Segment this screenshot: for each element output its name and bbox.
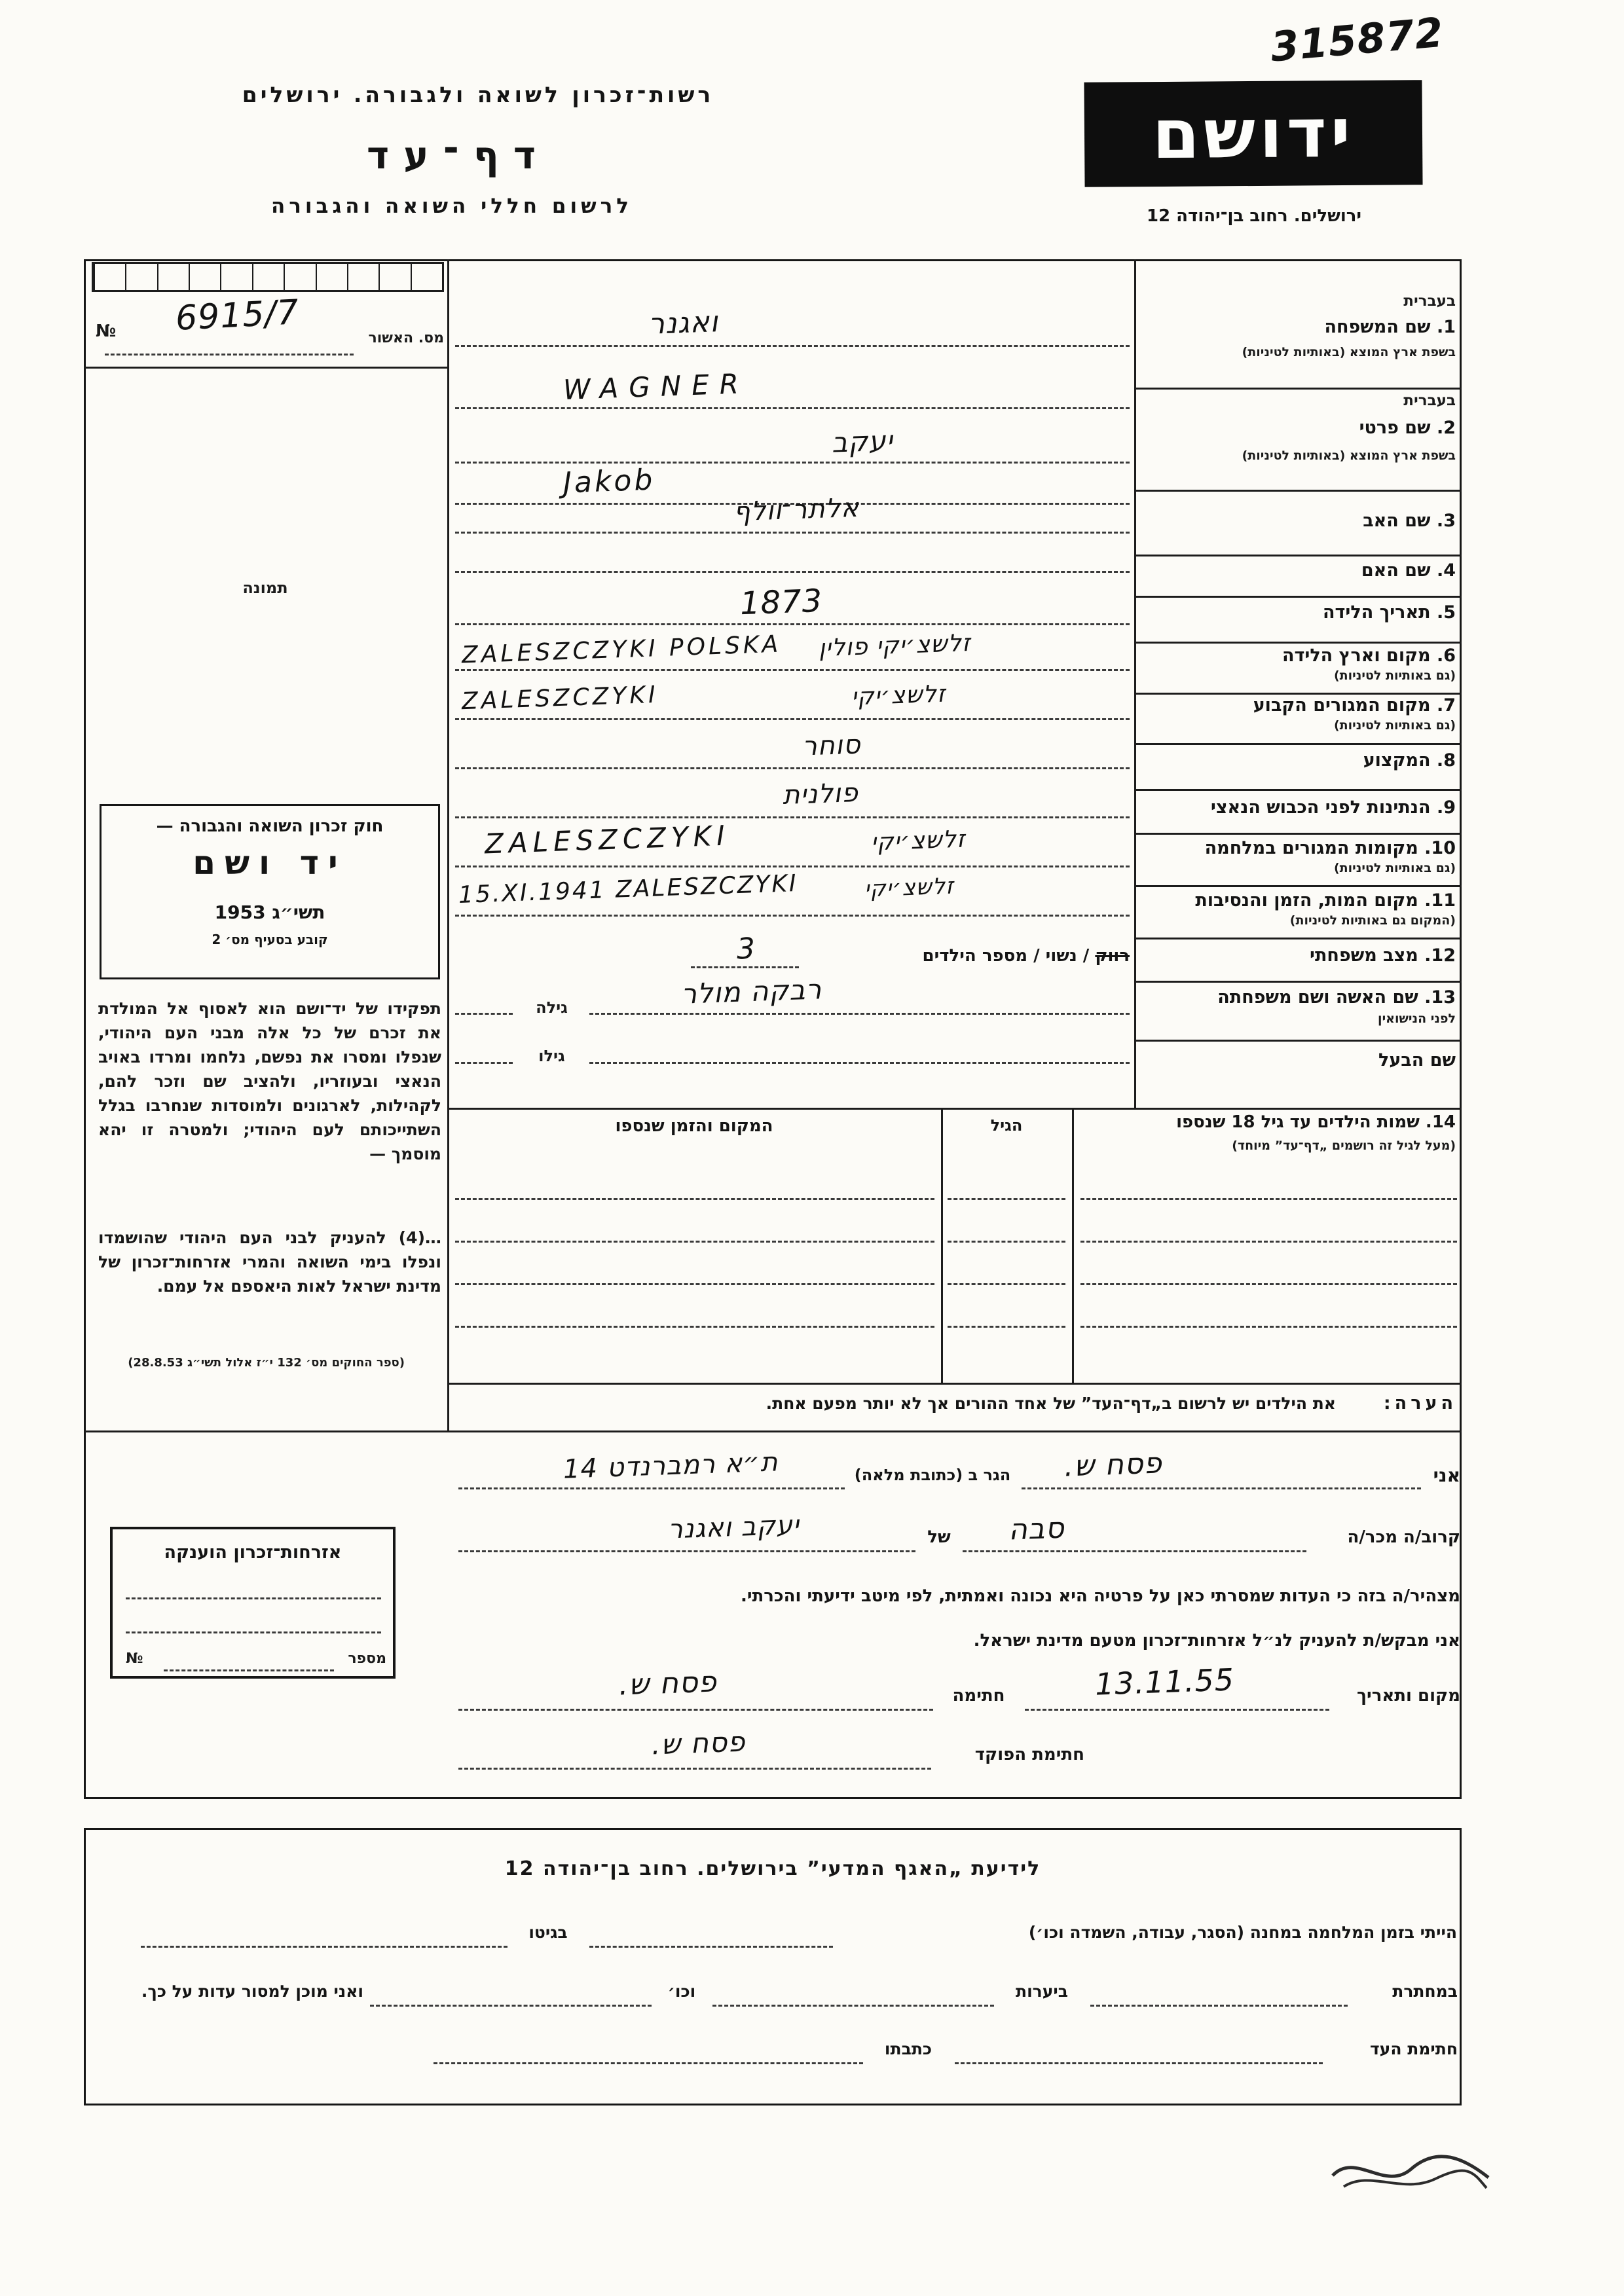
child-age-line — [948, 1198, 1065, 1200]
field-14-sublabel: (מעל לגיל זה רושמים „דף־עד” מיוחד) — [1232, 1139, 1456, 1153]
field-9-label: 9. הנתינות לפני הכבוש הנאצי — [1210, 797, 1456, 818]
entry-line — [589, 1062, 1130, 1064]
divider-line — [1134, 642, 1462, 644]
field-6-sublabel: (גם באותיות לטיניות) — [1333, 668, 1456, 683]
father-name-value: אלתר־וולף — [733, 492, 860, 528]
field-3-label: 3. שם האב — [1363, 511, 1456, 531]
law-mission-paragraph: תפקידו של יד־ושם הוא לאסוף אל המולדת את זכרם של כל אלה מבני העם היהודי, שנפלו ומסרו את נפשם, נלחמו ומרדו באויב הנאצי ובעוזריו, ולהציב שם וזכר להם, לקהילות, לארגונים ולמוסדות שנחרבו בגלל השתייכותם לעם היהודי; ולמטרה זו יהא מוסמך — — [98, 999, 441, 1163]
entry-line — [455, 767, 1130, 769]
field-12-label: 12. מצב משפחתי — [1310, 945, 1456, 966]
reference-number-grid — [92, 262, 444, 292]
field-7-sublabel: (גם באותיות לטיניות) — [1333, 718, 1456, 733]
law-box-clause: קובע בסעיף מס׳ 2 — [212, 932, 328, 947]
field-2-sublabel: בשפת ארץ המוצא (באותיות לטיניות) — [1242, 448, 1456, 463]
form-subtitle: לרשום חללי השואה והגבורה — [270, 194, 633, 218]
field-11-label: 11. מקום המות, הזמן והנסיבות — [1195, 890, 1456, 911]
official-signature-label: חתימת הפוקד — [974, 1745, 1084, 1764]
entry-line — [455, 1062, 513, 1064]
war-residence-latin-value: ZALESZCZYKI — [484, 819, 731, 860]
child-name-line — [1080, 1326, 1457, 1328]
entry-line — [963, 1550, 1306, 1552]
death-place-hebrew-value: זלשצ׳יקי — [864, 873, 955, 903]
residing-at-label: הגר ב (כתובת מלאה) — [854, 1466, 1011, 1484]
entry-line — [434, 2062, 863, 2064]
entry-line — [458, 1709, 933, 1711]
entry-line — [141, 1946, 507, 1948]
field-13-sublabel: לפני הנישואין — [1378, 1011, 1456, 1026]
wife-age-label: גילה — [536, 998, 568, 1017]
declarant-address-value: ת״א רמברנדט 14 — [563, 1447, 779, 1485]
divider-line — [1134, 1040, 1462, 1042]
entry-line — [455, 571, 1130, 573]
memorial-citizenship-number-label: מספר — [348, 1650, 386, 1667]
witness-address-label: כתבתו — [884, 2039, 932, 2058]
entry-line — [455, 532, 1130, 534]
declarant-label: אני — [1433, 1465, 1460, 1486]
child-name-line — [1080, 1198, 1457, 1200]
entry-line — [1022, 1487, 1421, 1489]
child-age-line — [948, 1241, 1065, 1243]
stray-pen-mark — [1329, 2146, 1493, 2198]
certificate-number-value: 6915/7 — [174, 293, 301, 338]
entry-line — [455, 623, 1130, 625]
law-citation: (ספר החוקים מס׳ 132 י״ז אלול תשי״ג 28.8.53) — [128, 1356, 405, 1370]
underground-label: במחתרת — [1392, 1982, 1458, 2001]
entry-line — [455, 669, 1130, 671]
date-value: 13.11.55 — [1094, 1662, 1235, 1702]
child-place-line — [455, 1241, 934, 1243]
serial-number: 315872 — [1268, 8, 1446, 71]
number-sign: № — [126, 1650, 143, 1667]
note-label: הערה: — [1383, 1393, 1457, 1413]
entry-line — [955, 2062, 1323, 2064]
entry-line — [589, 1013, 1130, 1015]
divider-line — [84, 367, 447, 369]
law-box-year: תשי״ג 1953 — [214, 902, 325, 923]
husband-name-label: שם הבעל — [1378, 1050, 1456, 1070]
death-place-latin-value: 15.XI.1941 ZALESZCZYKI — [458, 869, 799, 909]
field-7-label: 7. מקום המגורים הקבוע — [1253, 695, 1456, 716]
field-5-label: 5. תאריך הלידה — [1322, 602, 1456, 623]
entry-line — [712, 2005, 994, 2007]
deceased-name-value: יעקב ואגנר — [667, 1510, 800, 1545]
war-residence-hebrew-value: זלשצ׳יקי — [870, 826, 967, 856]
relation-label: קרוב/ה מכר/ה — [1347, 1527, 1460, 1547]
child-age-line — [948, 1326, 1065, 1328]
child-name-line — [1080, 1283, 1457, 1285]
photo-placeholder-label: תמונה — [242, 579, 288, 597]
divider-line — [84, 1430, 1462, 1432]
entry-line — [126, 1597, 381, 1599]
ghetto-label: בגיטו — [528, 1923, 568, 1942]
entry-line — [455, 915, 1130, 917]
citizenship-request-statement: אני מבקש/ת להעניק לנ״ל אזרחות־זכרון מטעם מדינת ישראל. — [973, 1631, 1460, 1650]
place-date-label: מקום ותאריך — [1357, 1686, 1460, 1705]
wife-name-value: רבקה מולר — [680, 973, 822, 1010]
residence-hebrew-value: זלשצ׳יקי — [851, 680, 947, 711]
divider-line — [1134, 388, 1462, 390]
family-name-latin-value: WAGNER — [563, 367, 750, 406]
residence-latin-value: ZALESZCZYKI — [461, 681, 659, 716]
divider-line — [1134, 490, 1462, 492]
divider-line — [1134, 833, 1462, 835]
child-place-line — [455, 1326, 934, 1328]
of-label: של — [927, 1527, 951, 1547]
field-1-tag: בעברית — [1403, 293, 1456, 310]
field-8-label: 8. המקצוע — [1363, 750, 1456, 771]
entry-line — [1090, 2005, 1348, 2007]
citizenship-value: פולנית — [782, 777, 859, 811]
entry-line — [455, 816, 1130, 818]
law-box-name: יד ושם — [193, 844, 347, 882]
field-2-tag: בעברית — [1403, 392, 1456, 409]
entry-line — [691, 966, 799, 968]
entry-line — [126, 1631, 381, 1633]
marital-status-options — [805, 947, 1130, 966]
first-name-hebrew-value: יעקב — [831, 424, 894, 459]
entry-line — [458, 1550, 915, 1552]
law-mission-paragraph: …(4) להעניק לבני העם היהודי שהושמדו ונפלו בימי השואה והמרי אזרחות־זכרון של מדינת ישראל לאות היאספם אל עמם. — [98, 1228, 441, 1296]
divider-line — [1134, 555, 1462, 556]
law-box-line1: חוק זכרון השואה והגבורה — — [156, 816, 384, 836]
birth-date-value: 1873 — [739, 582, 824, 623]
divider-line — [1134, 885, 1462, 887]
scientific-branch-title: לידיעת „האגף המדעי” בירושלים. רחוב בן־יהודה 12 — [504, 1857, 1041, 1880]
declarant-name-value: פסח ש. — [1063, 1446, 1163, 1484]
entry-line — [164, 1669, 334, 1671]
divider-line — [447, 259, 449, 1430]
divider-line — [1072, 1108, 1074, 1383]
profession-value: סוחר — [802, 729, 862, 762]
entry-line — [370, 2005, 652, 2007]
entry-line — [455, 407, 1130, 409]
child-age-line — [948, 1283, 1065, 1285]
divider-line — [1134, 743, 1462, 745]
certificate-number-label: מס. האשור — [368, 330, 444, 346]
relation-value: סבה — [1008, 1511, 1065, 1547]
entry-line — [105, 354, 354, 355]
child-name-line — [1080, 1241, 1457, 1243]
divider-line — [1134, 981, 1462, 983]
witness-signature-label: חתימת העד — [1369, 2039, 1458, 2058]
witness-signature-value: פסח ש. — [618, 1665, 718, 1702]
field-4-label: 4. שם האם — [1361, 560, 1456, 581]
number-sign: № — [96, 321, 117, 341]
entry-line — [1025, 1709, 1329, 1711]
entry-line — [455, 866, 1130, 867]
divider-line — [1134, 693, 1462, 695]
divider-line — [447, 1108, 1462, 1110]
field-11-sublabel: (המקום גם באותיות לטיניות) — [1289, 913, 1456, 928]
entry-line — [455, 718, 1130, 720]
yad-vashem-logo: ידושם — [1084, 80, 1422, 187]
entry-line — [458, 1487, 845, 1489]
field-1-label: 1. שם המשפחה — [1324, 317, 1456, 337]
etc-label: וכו׳ — [667, 1982, 696, 2001]
field-10-label: 10. מקומות המגורים במלחמה — [1204, 838, 1456, 858]
forests-label: ביערות — [1016, 1982, 1068, 2001]
field-2-label: 2. שם פרטי — [1359, 418, 1456, 438]
divider-line — [1134, 938, 1462, 939]
child-place-line — [455, 1283, 934, 1285]
child-place-line — [455, 1198, 934, 1200]
family-name-hebrew-value: ואגנר — [648, 305, 719, 341]
testify-statement: ואני מוכן למסור עדות על כך. — [141, 1982, 363, 2001]
entry-line — [455, 1013, 513, 1015]
field-14-label: 14. שמות הילדים עד גיל 18 שנספו — [1176, 1112, 1456, 1132]
children-count-value: 3 — [736, 932, 756, 966]
birth-place-hebrew-value: זלשצ׳יקי פולין — [818, 629, 972, 663]
divider-line — [1134, 596, 1462, 598]
first-name-latin-value: Jakob — [563, 463, 656, 500]
signature-label: חתימה — [952, 1686, 1005, 1705]
entry-line — [589, 1946, 833, 1948]
entry-line — [458, 1768, 931, 1770]
field-13-label: 13. שם האשה ושם משפחתה — [1217, 987, 1456, 1008]
entry-line — [455, 462, 1130, 464]
field-1-sublabel: בשפת ארץ המוצא (באותיות לטיניות) — [1242, 345, 1456, 359]
husband-age-label: גילו — [538, 1047, 565, 1065]
form-title: דף־עד — [366, 133, 551, 177]
entry-line — [455, 345, 1130, 347]
marital-options-rest: / נשוי / מספר הילדים — [922, 946, 1096, 966]
memorial-citizenship-title: אזרחות־זכרון הוענקה — [164, 1542, 342, 1563]
authority-line: רשות־זכרון לשואה ולגבורה. ירושלים — [242, 82, 714, 107]
office-address: ירושלים. רחוב בן־יהודה 12 — [1146, 206, 1362, 226]
field-6-label: 6. מקום וארץ הלידה — [1282, 646, 1456, 666]
note-text: את הילדים יש לרשום ב„דף־העד” של אחד ההורים אך לא יותר מפעם אחת. — [766, 1394, 1336, 1413]
marital-option-single: רווק — [1095, 946, 1130, 966]
divider-line — [941, 1108, 943, 1383]
divider-line — [447, 1383, 1462, 1385]
children-age-column-header: הגיל — [990, 1116, 1023, 1135]
field-10-sublabel: (גם באותיות לטיניות) — [1333, 861, 1456, 875]
divider-line — [1134, 789, 1462, 791]
birth-place-latin-value: ZALESZCZYKI POLSKA — [461, 630, 782, 669]
children-place-column-header: המקום והזמן שנספו — [615, 1116, 773, 1136]
camp-question-label: הייתי בזמן המלחמה במחנה (הסגר, עבודה, השמדה וכו׳) — [1028, 1923, 1457, 1942]
declaration-statement: מצהיר/ה בזה כי העדות שמסרתי כאן על פרטיה היא נכונה ואמתית, לפי מיטב ידיעתי והכרתי. — [740, 1586, 1460, 1606]
official-signature-value: פסח ש. — [651, 1725, 747, 1761]
